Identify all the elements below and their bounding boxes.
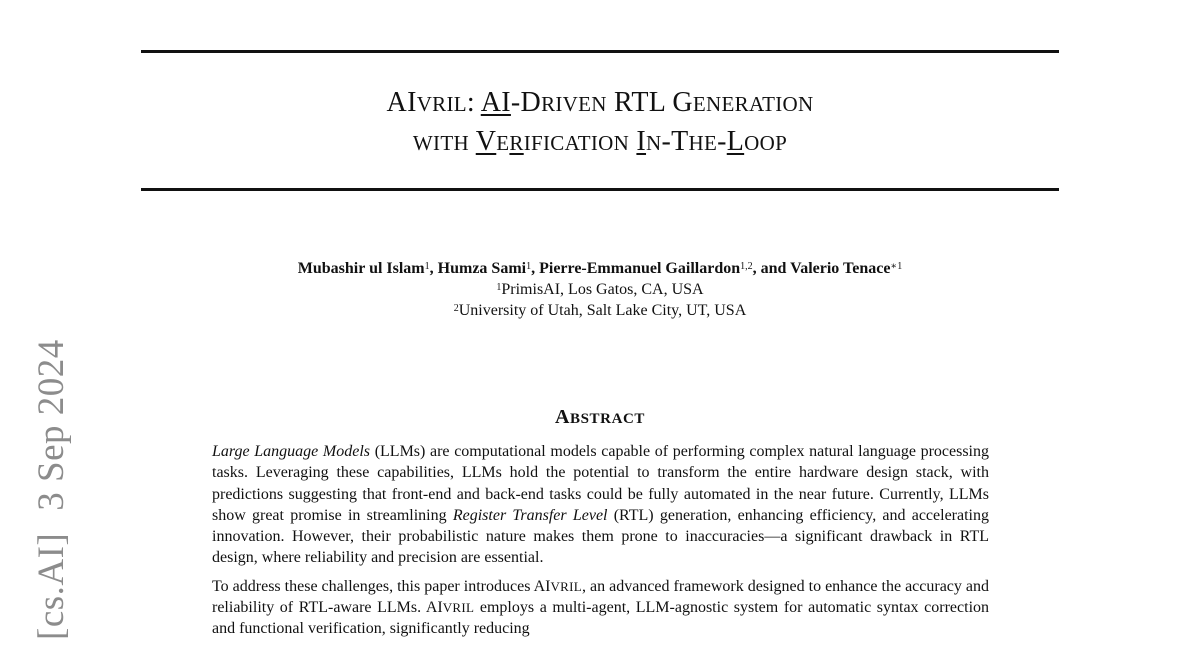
author-name: Valerio Tenace [790, 260, 891, 277]
framework-name: AI [533, 577, 551, 595]
title-line-2 [141, 123, 1059, 162]
title-text: VRIL [416, 92, 467, 116]
title-text: N [646, 131, 662, 155]
abstract-text: To address these challenges, this paper introduces [212, 577, 534, 595]
affiliation-2 [141, 300, 1059, 321]
title-text [469, 126, 476, 157]
abstract-body [212, 441, 989, 647]
author-name: Pierre-Emmanuel Gaillardon [539, 260, 741, 277]
title-text: AI [386, 87, 417, 118]
abstract-paragraph-2 [212, 576, 989, 640]
author-affiliation-mark: 1 [424, 261, 430, 272]
title-text: -D [510, 87, 542, 118]
title-text: OOP [744, 131, 788, 155]
title-text: : [466, 87, 481, 118]
abstract-text: Register Transfer Level [452, 506, 608, 524]
abstract-paragraph-1 [212, 441, 989, 569]
author-affiliation-mark: ∗1 [890, 261, 903, 272]
affiliation-1 [141, 279, 1059, 300]
title-text: V [475, 126, 497, 157]
abstract-heading [141, 406, 1059, 429]
arxiv-category: [cs.AI] [31, 532, 72, 640]
title-text: - [717, 126, 727, 157]
title-text: AI [480, 87, 511, 118]
abstract-text: employs a multi-agent, LLM-agnostic system for automatic syntax correction and functional verification, significantly reducing [212, 599, 990, 638]
title-text: -T [661, 126, 689, 157]
abstract-text: (RTL) generation, enhancing efficiency, and accelerating innovation. However, their probabilistic nature makes them prone to inaccuracies—a significant drawback in RTL design, where reliability and precision are essential. [212, 506, 990, 567]
title-text: RTL G [606, 87, 693, 118]
arxiv-stamp [30, 339, 73, 640]
author-separator: , [429, 260, 438, 277]
affiliation-mark: 1 [496, 282, 502, 293]
title-text: RIVEN [541, 92, 607, 116]
abstract-text: (LLMs) are computational models capable of performing complex natural language processing tasks. Leveraging these capabilities, LLMs hold the potential to transform the entire hardware design stack, with predictions suggesting that front-end and back-end tasks could be fully automated in the near future. Currently, LLMs show great promise in streamlining [212, 443, 990, 524]
author-name: Mubashir ul Islam [297, 260, 425, 277]
author-separator: , [531, 260, 540, 277]
author-names [298, 260, 902, 277]
author-affiliation-mark: 1 [526, 261, 532, 272]
title-top-rule [141, 50, 1059, 53]
abstract-text: , an advanced framework designed to enhance the accuracy and reliability of RTL-aware LLMs. [212, 577, 990, 617]
author-separator: , and [752, 260, 791, 277]
affiliation-text: University of Utah, Salt Lake City, UT, USA [458, 302, 747, 319]
title-line-1 [141, 84, 1059, 123]
title-text: IFICATION [523, 131, 630, 155]
title-bottom-rule [141, 188, 1059, 191]
abstract-text: Large Language Models [212, 443, 371, 460]
affiliation-text: PrimisAI, Los Gatos, CA, USA [501, 281, 704, 298]
framework-name: AI [425, 599, 443, 617]
arxiv-date: 3 Sep 2024 [31, 339, 72, 511]
paper-title [141, 84, 1059, 162]
author-block [141, 258, 1059, 321]
author-name: Humza Sami [437, 260, 527, 277]
framework-name: VRIL [550, 578, 582, 594]
author-affiliation-mark: 1,2 [740, 261, 753, 272]
framework-name: VRIL [442, 600, 475, 616]
affiliation-mark: 2 [453, 303, 459, 314]
title-text: I [636, 126, 647, 157]
title-text: L [726, 126, 745, 157]
abstract-heading-text: BSTRACT [569, 411, 646, 427]
title-text: HE [688, 131, 718, 155]
title-text: R [509, 131, 524, 155]
abstract-heading-text: A [554, 406, 570, 428]
title-text: ENERATION [692, 92, 814, 116]
title-text: WITH [412, 131, 469, 155]
title-text: E [496, 131, 510, 155]
